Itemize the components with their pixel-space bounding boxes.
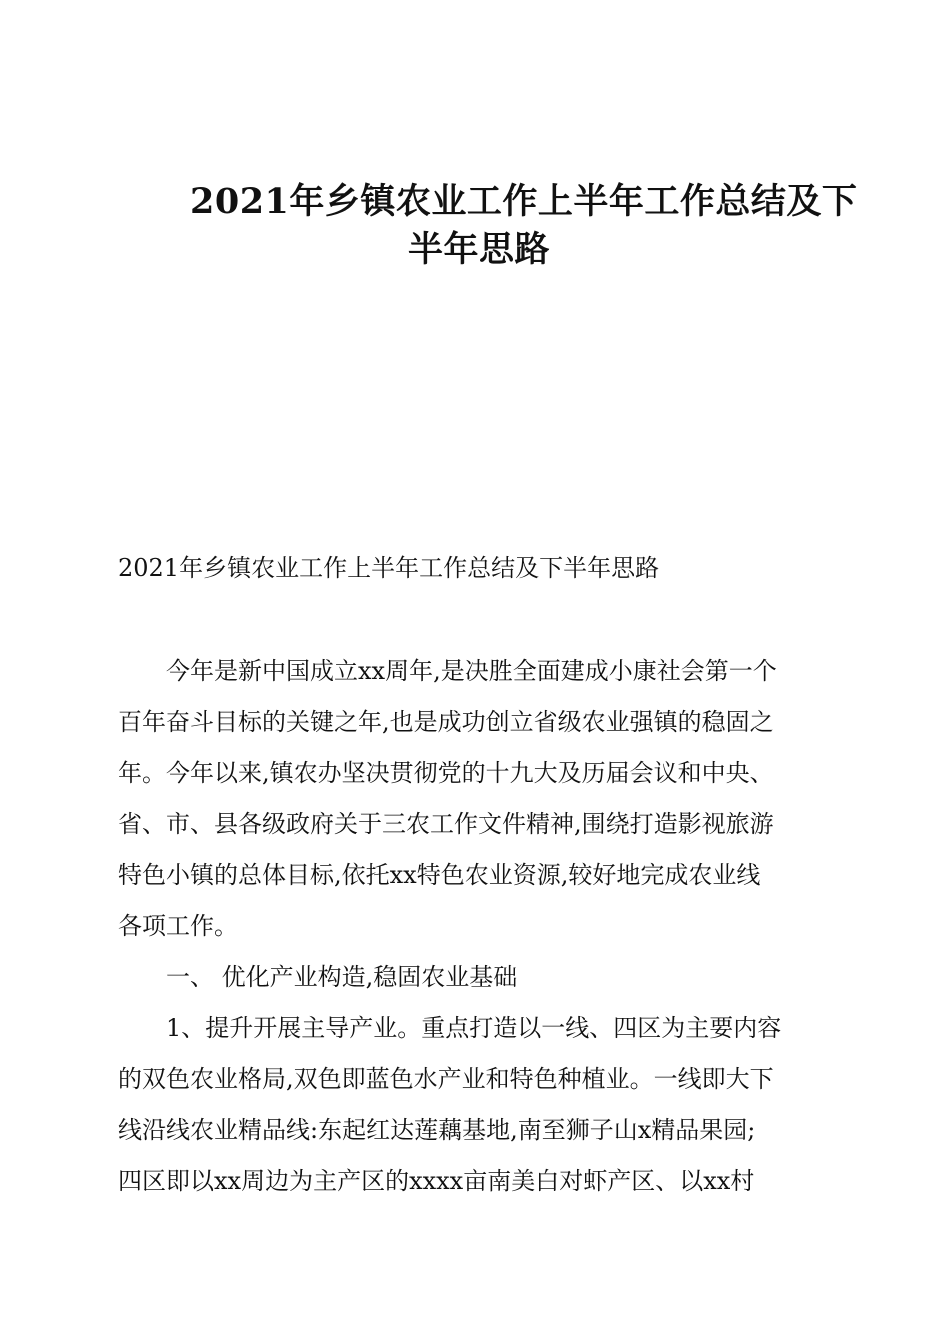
paragraph-line: 线沿线农业精品线:东起红达莲藕基地,南至狮子山x精品果园; <box>118 1116 756 1144</box>
paragraph-line: 今年是新中国成立xx周年,是决胜全面建成小康社会第一个 <box>166 657 777 685</box>
title-line-2: 半年思路 <box>408 229 551 270</box>
paragraph-intro <box>118 646 833 952</box>
paragraph-line: 的双色农业格局,双色即蓝色水产业和特色种植业。一线即大下 <box>118 1065 774 1093</box>
paragraph-line: 四区即以xx周边为主产区的xxxx亩南美白对虾产区、以xx村 <box>118 1167 755 1195</box>
paragraph-line: 百年奋斗目标的关键之年,也是成功创立省级农业强镇的稳固之 <box>118 708 774 736</box>
title-line-1: 2021年乡镇农业工作上半年工作总结及下 <box>190 181 858 222</box>
paragraph-line: 省、市、县各级政府关于三农工作文件精神,围绕打造影视旅游 <box>118 810 774 838</box>
paragraph-line: 1、提升开展主导产业。重点打造以一线、四区为主要内容 <box>166 1014 782 1042</box>
paragraph-item-1 <box>118 1003 833 1207</box>
paragraph-line: 年。今年以来,镇农办坚决贯彻党的十九大及历届会议和中央、 <box>118 759 774 787</box>
section-heading-line: 一、 优化产业构造,稳固农业基础 <box>166 963 518 991</box>
paragraph-line: 特色小镇的总体目标,依托xx特色农业资源,较好地完成农业线 <box>118 861 761 889</box>
section-heading-1 <box>118 952 833 1003</box>
paragraph-line: 各项工作。 <box>118 912 238 940</box>
document-title <box>180 178 858 274</box>
document-body <box>118 646 833 1207</box>
document-heading: 2021年乡镇农业工作上半年工作总结及下半年思路 <box>118 554 660 582</box>
